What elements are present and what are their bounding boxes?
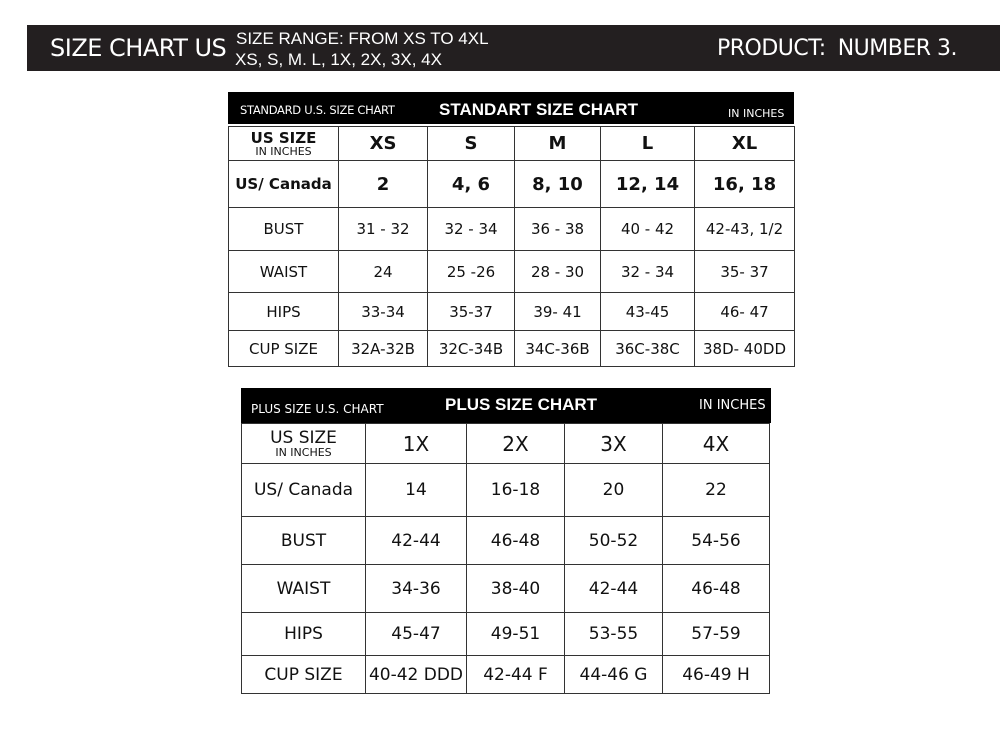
size-list-line: XS, S, M. L, 1X, 2X, 3X, 4X: [235, 50, 442, 69]
row-label: WAIST: [242, 565, 366, 613]
table-cell: 35- 37: [695, 251, 795, 293]
row-label: BUST: [242, 517, 366, 565]
table-row: [242, 517, 770, 565]
table-row: [242, 565, 770, 613]
row-label: US/ Canada: [242, 464, 366, 517]
table-cell: 36 - 38: [515, 208, 601, 251]
table-cell: 53-55: [565, 613, 663, 656]
size-header-cell: [229, 127, 339, 161]
product-label: PRODUCT:: [717, 36, 826, 61]
table-cell: 46-48: [467, 517, 565, 565]
page-title: SIZE CHART US: [50, 34, 227, 62]
table-cell: 32 - 34: [601, 251, 695, 293]
table-row: [229, 251, 795, 293]
size-label: US SIZE: [250, 128, 317, 147]
table-cell: 24: [339, 251, 428, 293]
table-cell: 33-34: [339, 293, 428, 331]
table-cell: 32A-32B: [339, 331, 428, 367]
table-cell: 28 - 30: [515, 251, 601, 293]
table-cell: 54-56: [663, 517, 770, 565]
table-cell: 14: [366, 464, 467, 517]
table-row: [229, 127, 795, 161]
size-cell: S: [428, 127, 515, 161]
table-cell: 40-42 DDD: [366, 656, 467, 694]
row-label: CUP SIZE: [229, 331, 339, 367]
table-row: [242, 656, 770, 694]
size-cell: 1X: [366, 424, 467, 464]
table-cell: 43-45: [601, 293, 695, 331]
page-header: [27, 25, 1000, 71]
table-cell: 34C-36B: [515, 331, 601, 367]
table-cell: 49-51: [467, 613, 565, 656]
table-cell: 44-46 G: [565, 656, 663, 694]
plus-size-table: [241, 423, 770, 694]
table-cell: 36C-38C: [601, 331, 695, 367]
standard-chart-title: STANDART SIZE CHART: [439, 100, 638, 119]
size-range-line: SIZE RANGE: FROM XS TO 4XL: [236, 29, 489, 48]
standard-chart-header: [228, 92, 794, 124]
table-row: [229, 293, 795, 331]
size-cell: L: [601, 127, 695, 161]
standard-size-table: [228, 126, 795, 367]
table-cell: 32 - 34: [428, 208, 515, 251]
product-info: [717, 36, 957, 61]
table-cell: 25 -26: [428, 251, 515, 293]
table-cell: 39- 41: [515, 293, 601, 331]
row-label: US/ Canada: [229, 161, 339, 208]
table-row: [229, 161, 795, 208]
table-row: [242, 464, 770, 517]
table-cell: 38-40: [467, 565, 565, 613]
plus-chart-title: PLUS SIZE CHART: [445, 395, 598, 414]
row-label: CUP SIZE: [242, 656, 366, 694]
table-cell: 42-44: [366, 517, 467, 565]
table-cell: 4, 6: [428, 161, 515, 208]
table-cell: 35-37: [428, 293, 515, 331]
row-label: BUST: [229, 208, 339, 251]
table-cell: 32C-34B: [428, 331, 515, 367]
standard-chart-subtitle: STANDARD U.S. SIZE CHART: [240, 103, 395, 117]
row-label: WAIST: [229, 251, 339, 293]
plus-chart-header: [241, 388, 771, 423]
standard-chart-unit: IN INCHES: [728, 107, 785, 120]
table-cell: 34-36: [366, 565, 467, 613]
size-cell: M: [515, 127, 601, 161]
table-row: [242, 424, 770, 464]
product-value: NUMBER 3.: [837, 36, 958, 61]
table-cell: 38D- 40DD: [695, 331, 795, 367]
table-cell: 16-18: [467, 464, 565, 517]
table-cell: 46-49 H: [663, 656, 770, 694]
table-cell: 16, 18: [695, 161, 795, 208]
size-cell: 4X: [663, 424, 770, 464]
size-cell: XS: [339, 127, 428, 161]
table-cell: 42-44: [565, 565, 663, 613]
table-row: [229, 208, 795, 251]
plus-chart-unit: IN INCHES: [699, 398, 766, 413]
table-cell: 2: [339, 161, 428, 208]
row-label: HIPS: [242, 613, 366, 656]
table-cell: 42-44 F: [467, 656, 565, 694]
table-cell: 22: [663, 464, 770, 517]
table-cell: 46- 47: [695, 293, 795, 331]
table-row: [229, 331, 795, 367]
table-cell: 40 - 42: [601, 208, 695, 251]
table-cell: 20: [565, 464, 663, 517]
table-cell: 45-47: [366, 613, 467, 656]
size-label: US SIZE: [270, 427, 337, 448]
table-row: [242, 613, 770, 656]
plus-chart-subtitle: PLUS SIZE U.S. CHART: [251, 402, 384, 416]
table-cell: 50-52: [565, 517, 663, 565]
size-cell: 3X: [565, 424, 663, 464]
size-header-cell: [242, 424, 366, 464]
table-cell: 31 - 32: [339, 208, 428, 251]
row-label: HIPS: [229, 293, 339, 331]
table-cell: 57-59: [663, 613, 770, 656]
table-cell: 42-43, 1/2: [695, 208, 795, 251]
table-cell: 8, 10: [515, 161, 601, 208]
size-sublabel: IN INCHES: [275, 445, 332, 459]
size-cell: XL: [695, 127, 795, 161]
table-cell: 12, 14: [601, 161, 695, 208]
table-cell: 46-48: [663, 565, 770, 613]
size-sublabel: IN INCHES: [255, 144, 312, 158]
size-cell: 2X: [467, 424, 565, 464]
